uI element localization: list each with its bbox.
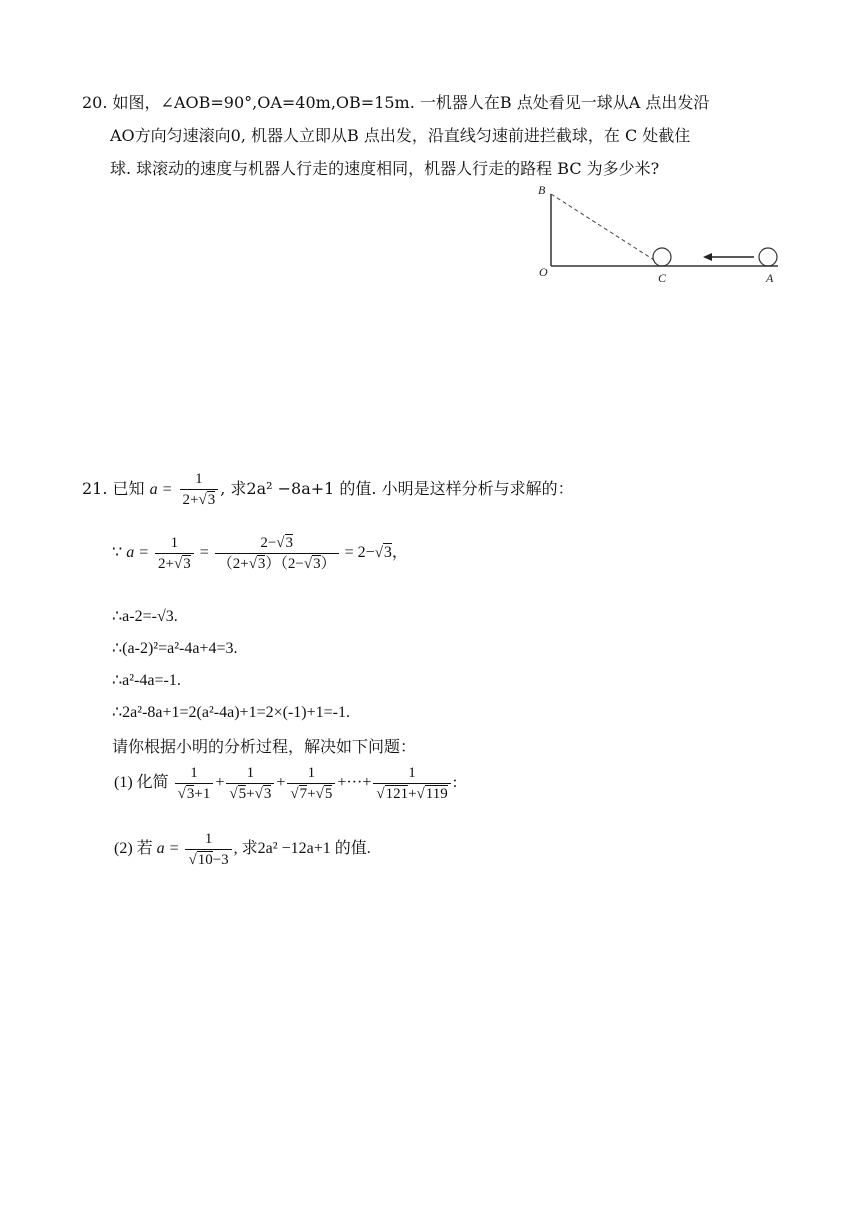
arrow-head (703, 253, 712, 261)
q21-intro (82, 470, 574, 509)
part-1-prefix: (1) 化简 (114, 774, 169, 792)
step-4: ∴2a²-8a+1=2(a²-4a)+1=2×(-1)+1=-1. (112, 704, 350, 721)
label-O: O (539, 265, 548, 279)
label-C: C (658, 271, 667, 285)
ball-at-A (759, 248, 777, 266)
label-A: A (766, 271, 774, 285)
fraction-1-over-root10-minus-3: $\frac{1}{√10-3}$ (185, 830, 231, 869)
term-2: $\frac{1}{√5+√3}$ (226, 764, 274, 803)
result-2-minus-root3: = 2−√3 (344, 544, 392, 562)
term-1: $\frac{1}{√3+1}$ (175, 764, 214, 803)
ball-at-C (653, 248, 671, 266)
q21-intro-prefix: 21. 已知 (82, 479, 145, 498)
part-2-suffix: , 求2a² −12a+1 的值. (233, 840, 371, 858)
q21-because-line: ∵ a = $\frac{1}{2+√3}$ = $\frac{2-√3}{(2+√3)(2-√3)}$ = 2−√3， (112, 535, 408, 572)
q20-line-3: 球. 球滚动的速度与机器人行走的速度相同，机器人行走的路程 BC 为多少米? (110, 159, 660, 178)
segment-BC-dashed (551, 194, 654, 260)
instruction: 请你根据小明的分析过程，解决如下问题： (112, 737, 417, 756)
a-equals: a = (149, 481, 173, 498)
label-B: B (538, 183, 546, 197)
term-last: $\frac{1}{√121+√119}$ (373, 764, 450, 803)
step-1: ∴a-2=-√3. (112, 608, 178, 625)
a-equals-2: a = (126, 544, 149, 562)
fraction-rationalized: $\frac{2-√3}{(2+√3)(2-√3)}$ (215, 534, 339, 573)
step-2: ∴(a-2)²=a²-4a+4=3. (112, 640, 238, 657)
q20-line-2: AO方向匀速滚向0, 机器人立即从B 点出发，沿直线匀速前进拦截球，在 C 处截住 (110, 126, 691, 145)
part-2 (114, 830, 371, 869)
part-1: (1) 化简 $\frac{1}{√3+1}$ + $\frac{1}{√5+√3}$ + $\frac{1}{√7+√5}$ +···+ $\frac{1}{√121+√119}$ : (114, 765, 458, 802)
ellipsis: +···+ (337, 774, 372, 792)
q20-figure (530, 180, 790, 290)
q20-line-1: 20. 如图，∠AOB=90°,OA=40m,OB=15m. 一机器人在B 点处看见一球从A 点出发沿 (82, 93, 710, 112)
a-equals-3: a = (156, 840, 180, 858)
fraction-1-over-2-plus-root3: $\frac{1}{2+√3}$ (180, 470, 219, 509)
part-2-prefix: (2) 若 (114, 840, 153, 858)
q21-intro-suffix: , 求2a² −8a+1 的值. 小明是这样分析与求解的： (220, 479, 574, 498)
term-3: $\frac{1}{√7+√5}$ (287, 764, 335, 803)
because-symbol: ∵ (112, 544, 123, 562)
step-3: ∴a²-4a=-1. (112, 672, 181, 689)
fraction-a-definition: $\frac{1}{2+√3}$ (155, 534, 194, 573)
